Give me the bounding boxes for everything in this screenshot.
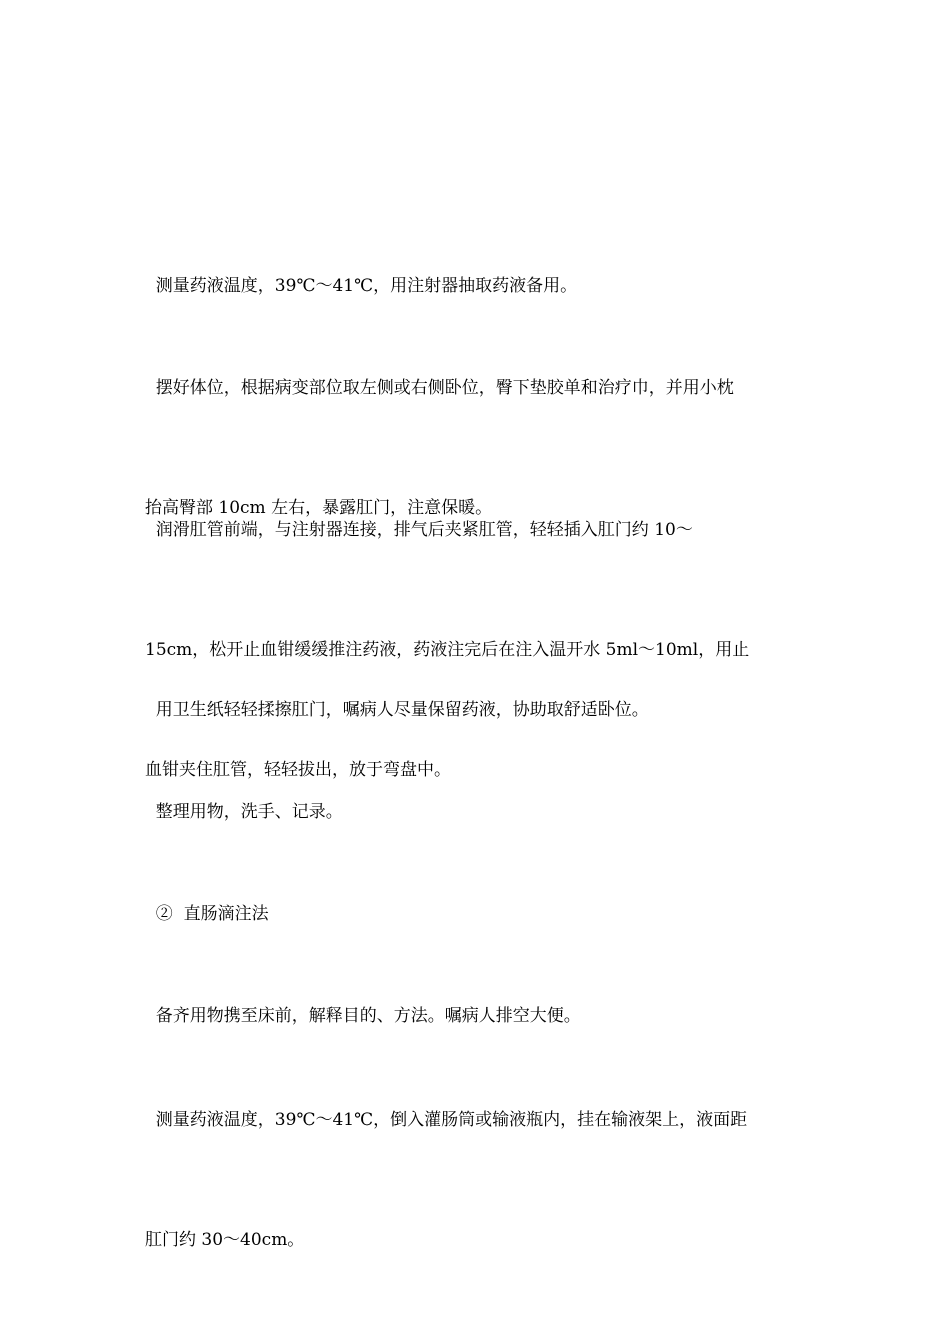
text-line: 用卫生纸轻轻揉擦肛门，嘱病人尽量保留药液，协助取舒适卧位。 <box>145 700 649 720</box>
text-line: 血钳夹住肛管，轻轻拔出，放于弯盘中。 <box>145 760 451 780</box>
text-line: 15cm，松开止血钳缓缓推注药液，药液注完后在注入温开水 5ml～10ml，用止 <box>145 640 750 660</box>
text-line: 肛门约 30～40cm。 <box>145 1230 305 1250</box>
paragraph-measure-temp-2 <box>145 1020 810 1340</box>
text-line: 整理用物，洗手、记录。 <box>145 802 343 822</box>
text-line: 测量药液温度，39℃～41℃，用注射器抽取药液备用。 <box>145 276 578 296</box>
text-line: ② 直肠滴注法 <box>145 904 269 924</box>
text-line: 测量药液温度，39℃～41℃，倒入灌肠筒或输液瓶内，挂在输液架上，液面距 <box>145 1110 748 1130</box>
text-line: 备齐用物携至床前，解释目的、方法。嘱病人排空大便。 <box>145 1006 581 1026</box>
text-line: 摆好体位，根据病变部位取左侧或右侧卧位，臀下垫胶单和治疗巾，并用小枕 <box>145 378 734 398</box>
text-line: 抬高臀部 10cm 左右，暴露肛门，注意保暖。 <box>145 498 493 518</box>
text-line: 润滑肛管前端，与注射器连接，排气后夹紧肛管，轻轻插入肛门约 10～ <box>145 520 693 540</box>
